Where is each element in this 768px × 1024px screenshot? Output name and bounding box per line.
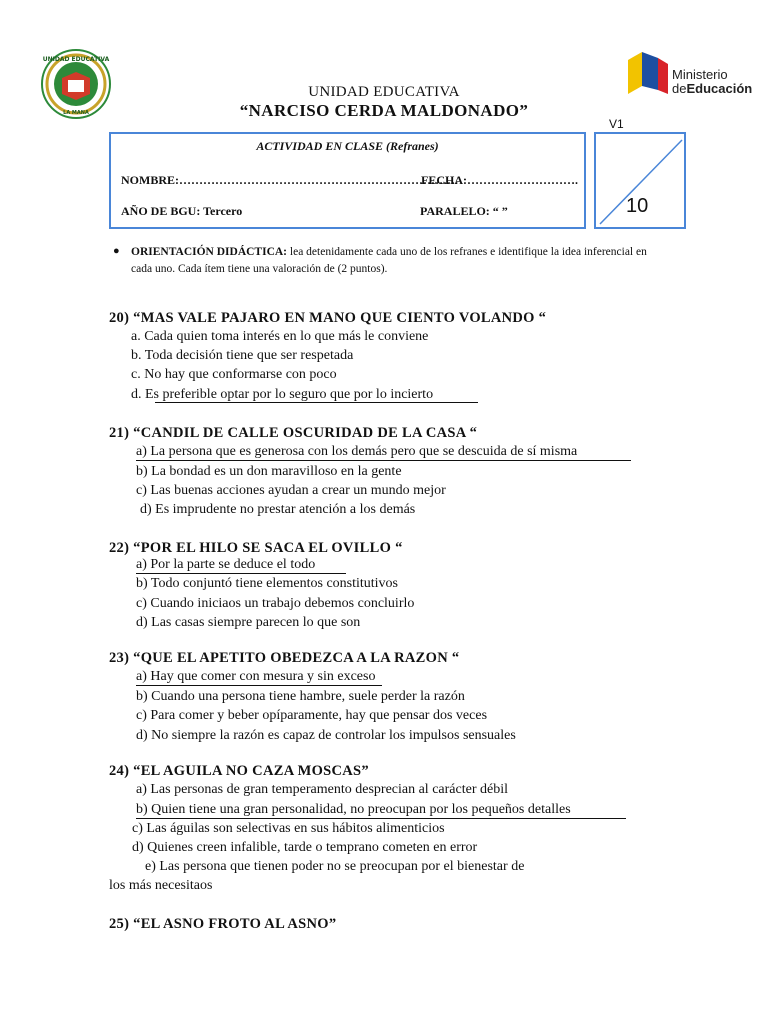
question-25-title: 25) “EL ASNO FROTO AL ASNO”: [109, 916, 337, 932]
svg-text:UNIDAD EDUCATIVA: UNIDAD EDUCATIVA: [42, 56, 110, 63]
q20-option-c[interactable]: c. No hay que conformarse con poco: [131, 367, 337, 382]
q20-option-b[interactable]: b. Toda decisión tiene que ser respetada: [131, 348, 354, 363]
q21-option-a[interactable]: a) La persona que es generosa con los demás pero que se descuida de sí misma: [136, 444, 578, 459]
q22-option-a[interactable]: a) Por la parte se deduce el todo: [136, 557, 316, 572]
q23-option-b[interactable]: b) Cuando una persona tiene hambre, suele perder la razón: [136, 689, 465, 704]
grade-value: 10: [626, 195, 649, 217]
q23-option-c[interactable]: c) Para comer y beber opíparamente, hay que pensar dos veces: [136, 708, 488, 723]
q24-option-c[interactable]: c) Las águilas son selectivas en sus hábitos alimenticios: [132, 821, 445, 836]
q20-option-a[interactable]: a. Cada quien toma interés en lo que más le conviene: [131, 329, 429, 344]
q24-option-e-continued: los más necesitaos: [109, 878, 213, 893]
q24-option-d[interactable]: d) Quienes creen infalible, tarde o temprano cometen en error: [132, 840, 478, 855]
q23-option-a[interactable]: a) Hay que comer con mesura y sin exceso: [136, 669, 376, 684]
version-label: V1: [609, 117, 624, 131]
q23-option-d[interactable]: d) No siempre la razón es capaz de controlar los impulsos sensuales: [136, 728, 516, 743]
ministry-logo-text: Ministerio deEducación: [672, 67, 753, 96]
school-name: “NARCISO CERDA MALDONADO”: [239, 101, 529, 120]
school-type: UNIDAD EDUCATIVA: [308, 84, 460, 100]
answer-underline: [136, 460, 631, 461]
q21-option-b[interactable]: b) La bondad es un don maravilloso en la gente: [136, 464, 402, 479]
q21-option-c[interactable]: c) Las buenas acciones ayudan a crear un mundo mejor: [136, 483, 446, 498]
question-22-title: 22) “POR EL HILO SE SACA EL OVILLO “: [109, 540, 403, 556]
answer-underline: [155, 402, 478, 403]
q20-option-d[interactable]: d. Es preferible optar por lo seguro que por lo incierto: [131, 387, 434, 402]
name-field-label: NOMBRE:…………………………………………………………….: [121, 173, 458, 187]
question-20-title: 20) “MAS VALE PAJARO EN MANO QUE CIENTO VOLANDO “: [109, 310, 547, 326]
svg-text:LA MANA: LA MANA: [63, 110, 89, 116]
answer-underline: [136, 573, 346, 574]
q22-option-d[interactable]: d) Las casas siempre parecen lo que son: [136, 615, 361, 630]
q24-option-b[interactable]: b) Quien tiene una gran personalidad, no preocupan por los pequeños detalles: [136, 802, 571, 817]
answer-underline: [136, 685, 382, 686]
year-label: AÑO DE BGU: Tercero: [121, 204, 243, 218]
question-23-title: 23) “QUE EL APETITO OBEDEZCA A LA RAZON “: [109, 650, 460, 666]
question-24-title: 24) “EL AGUILA NO CAZA MOSCAS”: [109, 763, 369, 779]
q24-option-e[interactable]: e) Las persona que tienen poder no se preocupan por el bienestar de: [145, 859, 525, 874]
q24-option-a[interactable]: a) Las personas de gran temperamento desprecian al carácter débil: [136, 782, 508, 797]
q21-option-d[interactable]: d) Es imprudente no prestar atención a los demás: [140, 502, 416, 517]
activity-title: ACTIVIDAD EN CLASE (Refranes): [256, 139, 439, 153]
date-field-label: FECHA:……………………….: [421, 173, 578, 187]
question-21-title: 21) “CANDIL DE CALLE OSCURIDAD DE LA CASA “: [109, 425, 478, 441]
q22-option-c[interactable]: c) Cuando iniciaos un trabajo debemos concluirlo: [136, 596, 415, 611]
q22-option-b[interactable]: b) Todo conjuntó tiene elementos constitutivos: [136, 576, 399, 591]
answer-underline: [136, 818, 626, 819]
parallel-label: PARALELO: “ ”: [420, 204, 508, 218]
orientation-text: ORIENTACIÓN DIDÁCTICA: lea detenidamente cada uno de los refranes e identifique la idea inferencial en cada uno. Cada ítem tiene una valoración de (2 puntos).: [131, 246, 647, 275]
bullet-icon: ●: [113, 245, 120, 257]
